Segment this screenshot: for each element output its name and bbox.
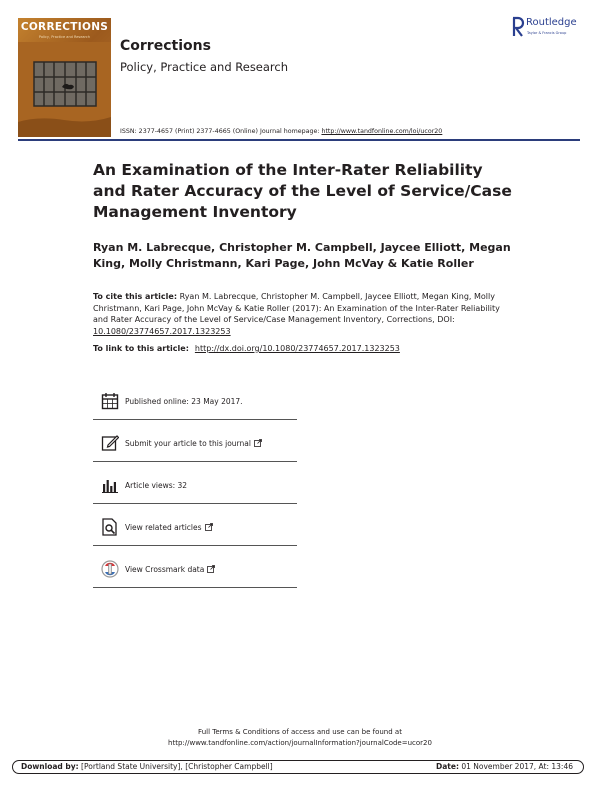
article-title: An Examination of the Inter-Rater Reliability and Rater Accuracy of the Level of Service/Case Management Inventory — [93, 161, 512, 221]
bar-chart-icon — [101, 476, 119, 494]
publisher-logo — [511, 16, 595, 40]
crossmark-icon — [101, 560, 119, 578]
journal-title: Corrections — [120, 38, 211, 54]
submit-article-link[interactable]: Submit your article to this journal — [125, 439, 251, 448]
related-articles-link[interactable]: View related articles — [125, 523, 202, 532]
downloaded-by-value: [Portland State University], [Christopher Campbell] — [78, 762, 273, 771]
crossmark-link[interactable]: View Crossmark data — [125, 565, 205, 574]
header-divider — [18, 139, 580, 141]
citation-block — [93, 291, 513, 337]
publisher-tagline: Taylor & Francis Group — [527, 31, 567, 35]
download-date-label: Date: — [436, 762, 459, 771]
external-link-icon — [254, 439, 262, 447]
article-views-text: Article views: 32 — [125, 481, 188, 490]
external-link-icon — [207, 565, 215, 573]
cover-window-illustration — [18, 42, 111, 137]
published-online-text: Published online: 23 May 2017. — [125, 397, 243, 406]
terms-url-link[interactable]: http://www.tandfonline.com/action/journalInformation?journalCode=ucor20 — [168, 739, 432, 747]
article-doi-url-link[interactable]: http://dx.doi.org/10.1080/23774657.2017.1323253 — [194, 344, 400, 353]
cover-title: CORRECTIONS — [20, 21, 109, 33]
edit-icon — [101, 434, 119, 452]
article-authors: Ryan M. Labrecque, Christopher M. Campbell, Jaycee Elliott, Megan King, Molly Christmann, Kari Page, John McVay & Katie Roller — [93, 241, 511, 270]
search-document-icon — [101, 518, 119, 536]
cite-text: Ryan M. Labrecque, Christopher M. Campbell, Jaycee Elliott, Megan King, Molly Christmann, Kari Page, John McVay & Katie Roller (2017): An Examination of the Inter-Rater Reliability and Rater Accuracy of the Level of Service/Case Management Inventory, Corrections, DOI: — [93, 292, 500, 324]
publisher-name: Routledge — [526, 17, 577, 28]
cover-subtitle: Policy, Practice and Research — [38, 35, 91, 39]
row-divider — [93, 587, 297, 588]
row-divider — [93, 461, 297, 462]
download-date-value: 01 November 2017, At: 13:46 — [458, 762, 573, 771]
related-articles-row[interactable] — [93, 506, 297, 546]
routledge-r-logo-icon — [511, 16, 525, 38]
doi-link[interactable]: 10.1080/23774657.2017.1323253 — [93, 326, 231, 336]
link-label: To link to this article: — [93, 344, 189, 353]
footer-terms — [100, 727, 500, 749]
downloaded-by-label: Download by: — [21, 762, 79, 771]
journal-cover-image — [18, 18, 111, 137]
journal-subtitle: Policy, Practice and Research — [120, 60, 289, 74]
submit-article-row[interactable] — [93, 422, 297, 462]
row-divider — [93, 503, 297, 504]
calendar-icon — [101, 392, 119, 410]
journal-homepage-link[interactable]: http://www.tandfonline.com/loi/ucor20 — [321, 128, 443, 135]
download-info-bar — [12, 760, 584, 774]
cite-label: To cite this article: — [93, 292, 178, 301]
external-link-icon — [205, 523, 213, 531]
published-online-row — [93, 380, 297, 420]
article-views-row — [93, 464, 297, 504]
issn-line — [120, 128, 442, 135]
terms-text: Full Terms & Conditions of access and use can be found at — [198, 728, 402, 736]
article-link-line — [93, 344, 400, 353]
row-divider — [93, 419, 297, 420]
crossmark-row[interactable] — [93, 548, 297, 588]
row-divider — [93, 545, 297, 546]
issn-text: ISSN: 2377-4657 (Print) 2377-4665 (Online) Journal homepage: — [120, 128, 322, 135]
